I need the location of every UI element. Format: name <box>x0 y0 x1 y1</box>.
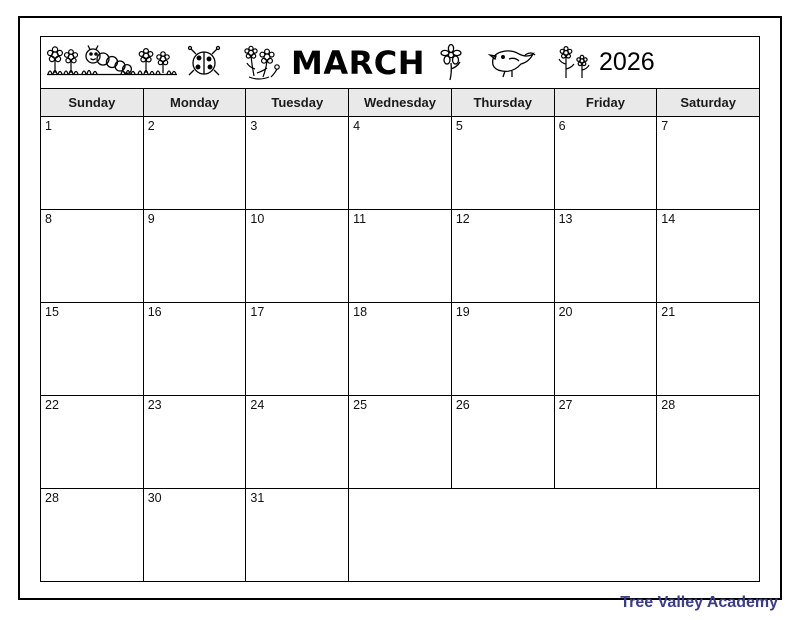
day-number: 24 <box>250 398 265 412</box>
day-number: 1 <box>45 119 52 133</box>
weekday-header-monday: Monday <box>144 89 247 117</box>
day-number: 22 <box>45 398 59 412</box>
day-number: 31 <box>250 491 265 505</box>
day-number: 3 <box>250 119 258 133</box>
calendar-day-cell[interactable] <box>452 210 555 303</box>
day-number: 6 <box>558 119 566 133</box>
day-number: 5 <box>455 119 463 133</box>
flower-stems-icon <box>555 42 595 84</box>
flower-icon <box>437 42 471 84</box>
calendar-day-cell[interactable] <box>246 396 349 489</box>
weekday-header-friday: Friday <box>555 89 658 117</box>
day-number: 19 <box>455 305 470 319</box>
weekday-header-thursday: Thursday <box>452 89 555 117</box>
day-number: 8 <box>45 212 52 226</box>
weekday-header-tuesday: Tuesday <box>246 89 349 117</box>
flowers-grass-icon <box>137 43 177 83</box>
calendar-day-cell[interactable] <box>657 396 760 489</box>
day-number: 30 <box>147 491 162 505</box>
day-number: 15 <box>45 305 59 319</box>
day-number: 18 <box>353 305 368 319</box>
calendar-day-cell[interactable] <box>41 396 144 489</box>
calendar-day-cell[interactable] <box>144 303 247 396</box>
day-number: 11 <box>353 212 367 226</box>
calendar-day-cell[interactable] <box>452 396 555 489</box>
day-number: 21 <box>661 305 676 319</box>
calendar-day-cell[interactable] <box>349 210 452 303</box>
day-number: 27 <box>558 398 573 412</box>
calendar-day-cell[interactable] <box>144 210 247 303</box>
day-number: 4 <box>353 119 361 133</box>
day-number: 28 <box>661 398 676 412</box>
day-number: 13 <box>558 212 573 226</box>
calendar-day-cell[interactable] <box>657 210 760 303</box>
calendar-day-cell[interactable] <box>452 303 555 396</box>
calendar-day-cell[interactable] <box>349 117 452 210</box>
calendar-day-cell[interactable] <box>555 396 658 489</box>
calendar-day-cell[interactable] <box>246 303 349 396</box>
ladybug-icon <box>183 42 225 84</box>
weekday-header-wednesday: Wednesday <box>349 89 452 117</box>
calendar-day-cell[interactable] <box>41 303 144 396</box>
day-number: 12 <box>455 212 470 226</box>
weekday-header-saturday: Saturday <box>657 89 760 117</box>
calendar-day-cell[interactable] <box>41 117 144 210</box>
calendar-day-cell[interactable] <box>657 303 760 396</box>
calendar-day-cell[interactable] <box>555 210 658 303</box>
calendar-day-cell[interactable] <box>349 303 452 396</box>
year-label: 2026 <box>599 48 655 76</box>
calendar-day-cell[interactable] <box>555 303 658 396</box>
day-number: 7 <box>661 119 669 133</box>
day-number: 20 <box>558 305 573 319</box>
flowers-grass-icon <box>47 43 81 83</box>
calendar-title-banner <box>40 36 760 88</box>
calendar-day-cell[interactable] <box>555 117 658 210</box>
calendar-day-cell[interactable] <box>41 489 144 582</box>
day-number: 17 <box>250 305 265 319</box>
day-number: 23 <box>147 398 162 412</box>
weekday-header-sunday: Sunday <box>41 89 144 117</box>
calendar-day-cell[interactable] <box>41 210 144 303</box>
day-number: 28 <box>45 491 59 505</box>
day-number: 10 <box>250 212 265 226</box>
calendar-day-cell[interactable] <box>246 489 349 582</box>
calendar <box>40 36 760 581</box>
calendar-day-cell[interactable] <box>657 117 760 210</box>
weekday-header-row <box>40 88 760 117</box>
bird-icon <box>485 43 541 83</box>
calendar-day-cell[interactable] <box>144 117 247 210</box>
calendar-day-cell[interactable] <box>246 210 349 303</box>
calendar-day-cell[interactable] <box>144 396 247 489</box>
day-number: 2 <box>147 119 155 133</box>
day-number: 26 <box>455 398 470 412</box>
calendar-day-cell[interactable] <box>144 489 247 582</box>
calendar-day-cell[interactable] <box>246 117 349 210</box>
flower-bouquet-icon <box>239 41 285 85</box>
calendar-day-cell[interactable] <box>349 396 452 489</box>
month-label: MARCH <box>291 43 426 82</box>
calendar-day-grid <box>40 117 760 582</box>
day-number: 16 <box>147 305 162 319</box>
caterpillar-icon <box>81 42 137 84</box>
day-number: 25 <box>353 398 368 412</box>
brand-footer: Tree Valley Academy <box>620 594 778 611</box>
calendar-day-cell[interactable] <box>452 117 555 210</box>
day-number: 9 <box>147 212 155 226</box>
calendar-empty-trailing-cells <box>349 489 760 582</box>
day-number: 14 <box>661 212 676 226</box>
